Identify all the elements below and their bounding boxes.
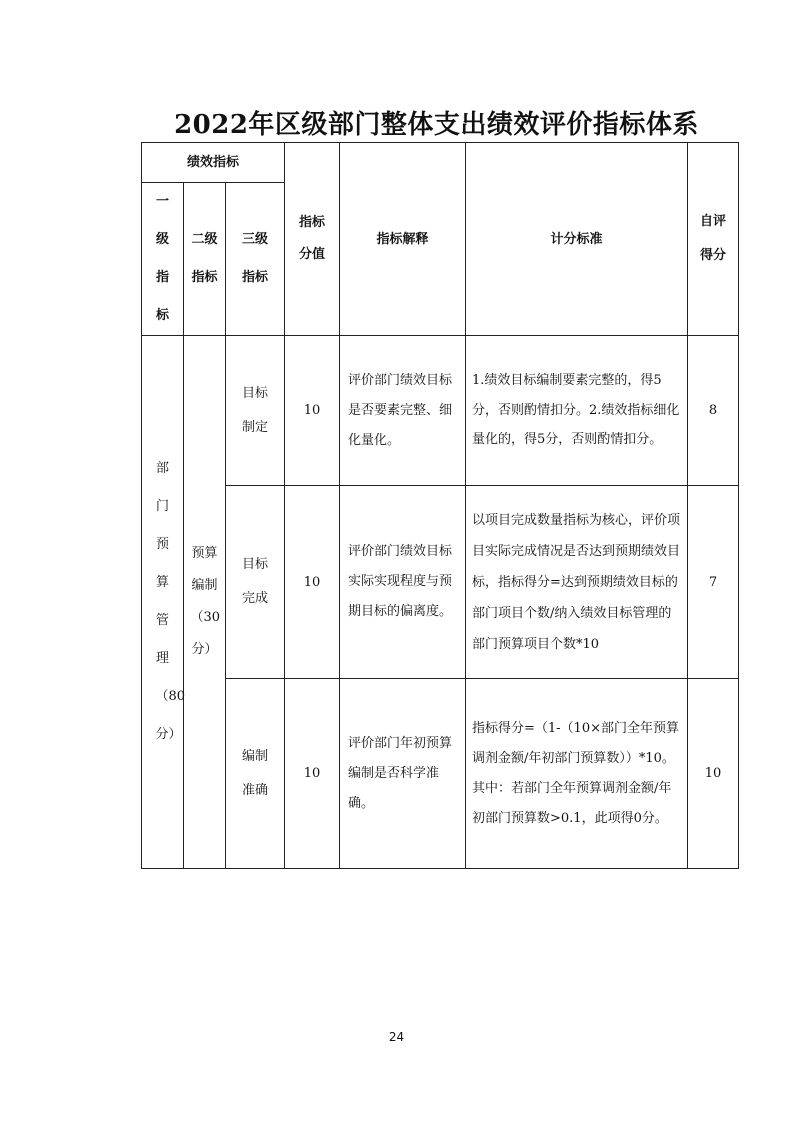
explanation-cell: 评价部门绩效目标是否要素完整、细化量化。 — [340, 336, 466, 486]
header-score: 指标分值 — [285, 143, 340, 336]
level1-cell: 部门预算管理（80分） — [142, 336, 184, 869]
score-cell: 10 — [285, 336, 340, 486]
explanation-cell: 评价部门绩效目标实际实现程度与预期目标的偏离度。 — [340, 486, 466, 679]
criteria-cell: 以项目完成数量指标为核心，评价项目实际完成情况是否达到预期绩效目标，指标得分=达到预期绩效目标的部门项目个数/纳入绩效目标管理的部门预算项目个数*10 — [466, 486, 688, 679]
indicator-table — [141, 142, 739, 869]
header-criteria: 计分标准 — [466, 143, 688, 336]
page-number: 24 — [388, 1030, 405, 1044]
level2-cell: 预算编制（30分） — [184, 336, 226, 869]
level3-cell: 编制准确 — [226, 679, 285, 869]
header-performance-indicators: 绩效指标 — [142, 143, 285, 183]
criteria-cell: 1.绩效目标编制要素完整的，得5分，否则酌情扣分。2.绩效指标细化量化的，得5分，否则酌情扣分。 — [466, 336, 688, 486]
header-explanation: 指标解释 — [340, 143, 466, 336]
header-level1: 一级指标 — [142, 183, 184, 336]
criteria-cell: 指标得分=（1-（10×部门全年预算调剂金额/年初部门预算数））*10。其中：若部门全年预算调剂金额/年初部门预算数>0.1，此项得0分。 — [466, 679, 688, 869]
score-cell: 10 — [285, 679, 340, 869]
self-score-cell: 10 — [688, 679, 739, 869]
header-level3: 三级指标 — [226, 183, 285, 336]
header-self-score: 自评得分 — [688, 143, 739, 336]
self-score-cell: 8 — [688, 336, 739, 486]
self-score-cell: 7 — [688, 486, 739, 679]
explanation-cell: 评价部门年初预算编制是否科学准确。 — [340, 679, 466, 869]
page-title: 2022年区级部门整体支出绩效评价指标体系 — [174, 110, 699, 140]
level3-cell: 目标完成 — [226, 486, 285, 679]
header-level2: 二级指标 — [184, 183, 226, 336]
score-cell: 10 — [285, 486, 340, 679]
level3-cell: 目标制定 — [226, 336, 285, 486]
